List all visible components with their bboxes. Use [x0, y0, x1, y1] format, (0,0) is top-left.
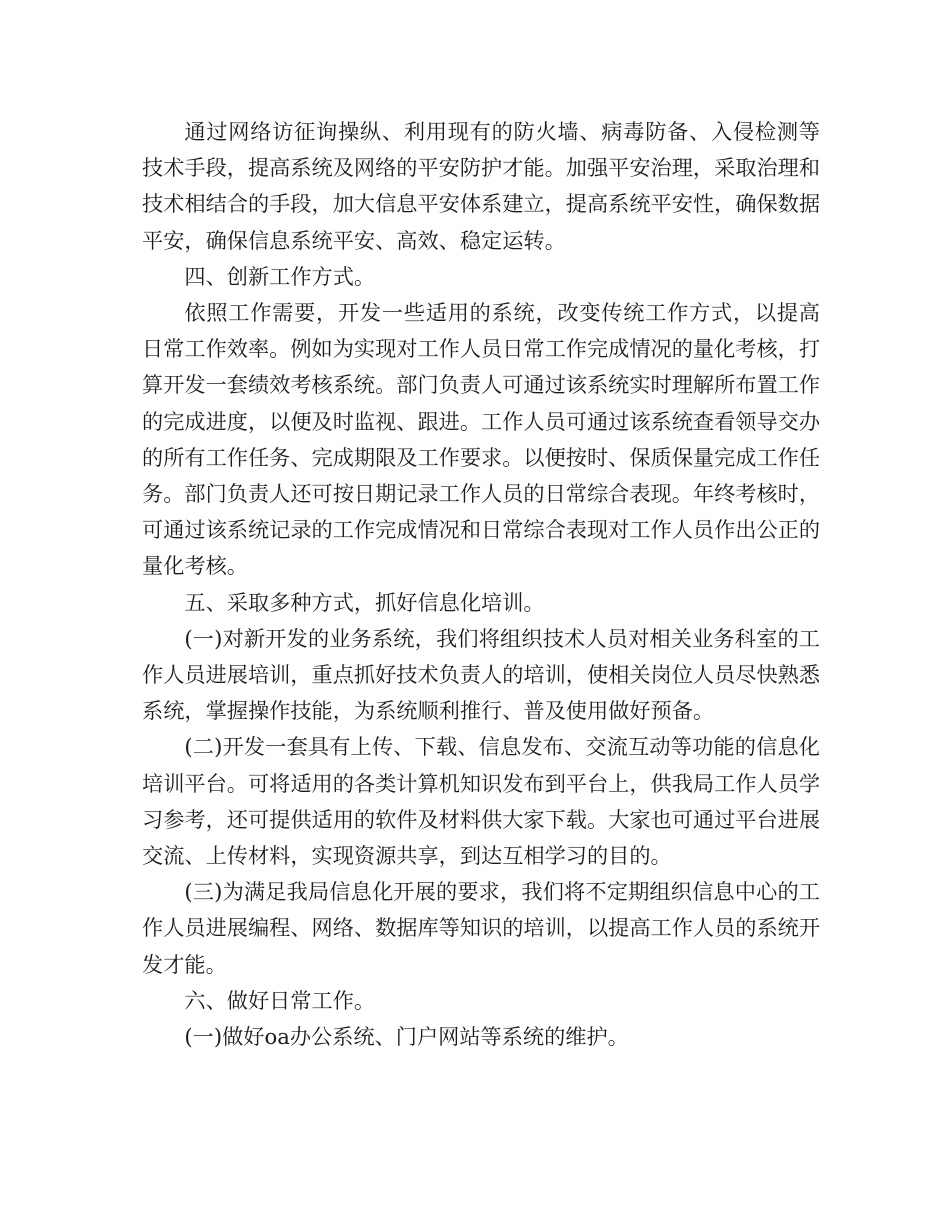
heading-section-5: 五、采取多种方式，抓好信息化培训。 — [184, 589, 545, 615]
paragraph-training-1: (一)对新开发的业务系统，我们将组织技术人员对相关业务科室的工作人员进展培训，重点抓好技术负责人的培训，使相关岗位人员尽快熟悉系统，掌握操作技能，为系统顺利推行、普及使用做好预备。 — [142, 625, 821, 724]
document-page — [142, 114, 820, 1055]
paragraph-training-3: (三)为满足我局信息化开展的要求，我们将不定期组织信息中心的工作人员进展编程、网络、数据库等知识的培训，以提高工作人员的系统开发才能。 — [142, 879, 821, 977]
heading-section-4: 四、创新工作方式。 — [184, 263, 376, 289]
paragraph-daily-work-1: (一)做好oa办公系统、门户网站等系统的维护。 — [184, 1024, 629, 1050]
paragraph-security: 通过网络访征询操纵、利用现有的防火墙、病毒防备、入侵检测等技术手段，提高系统及网络的平安防护才能。加强平安治理，采取治理和技术相结合的手段，加大信息平安体系建立，提高系统平安性，确保数据平安，确保信息系统平安、高效、稳定运转。 — [142, 119, 821, 253]
heading-section-6: 六、做好日常工作。 — [184, 987, 376, 1013]
paragraph-training-2: (二)开发一套具有上传、下载、信息发布、交流互动等功能的信息化培训平台。可将适用的各类计算机知识发布到平台上，供我局工作人员学习参考，还可提供适用的软件及材料供大家下载。大家也可通过平台进展交流、上传材料，实现资源共享，到达互相学习的目的。 — [142, 734, 821, 869]
paragraph-innovation: 依照工作需要，开发一些适用的系统，改变传统工作方式，以提高日常工作效率。例如为实现对工作人员日常工作完成情况的量化考核，打算开发一套绩效考核系统。部门负责人可通过该系统实时理解所布置工作的完成进度，以便及时监视、跟进。工作人员可通过该系统查看领导交办的所有工作任务、完成期限及工作要求。以便按时、保质保量完成工作任务。部门负责人还可按日期记录工作人员的日常综合表现。年终考核时，可通过该系统记录的工作完成情况和日常综合表现对工作人员作出公正的量化考核。 — [142, 300, 821, 579]
